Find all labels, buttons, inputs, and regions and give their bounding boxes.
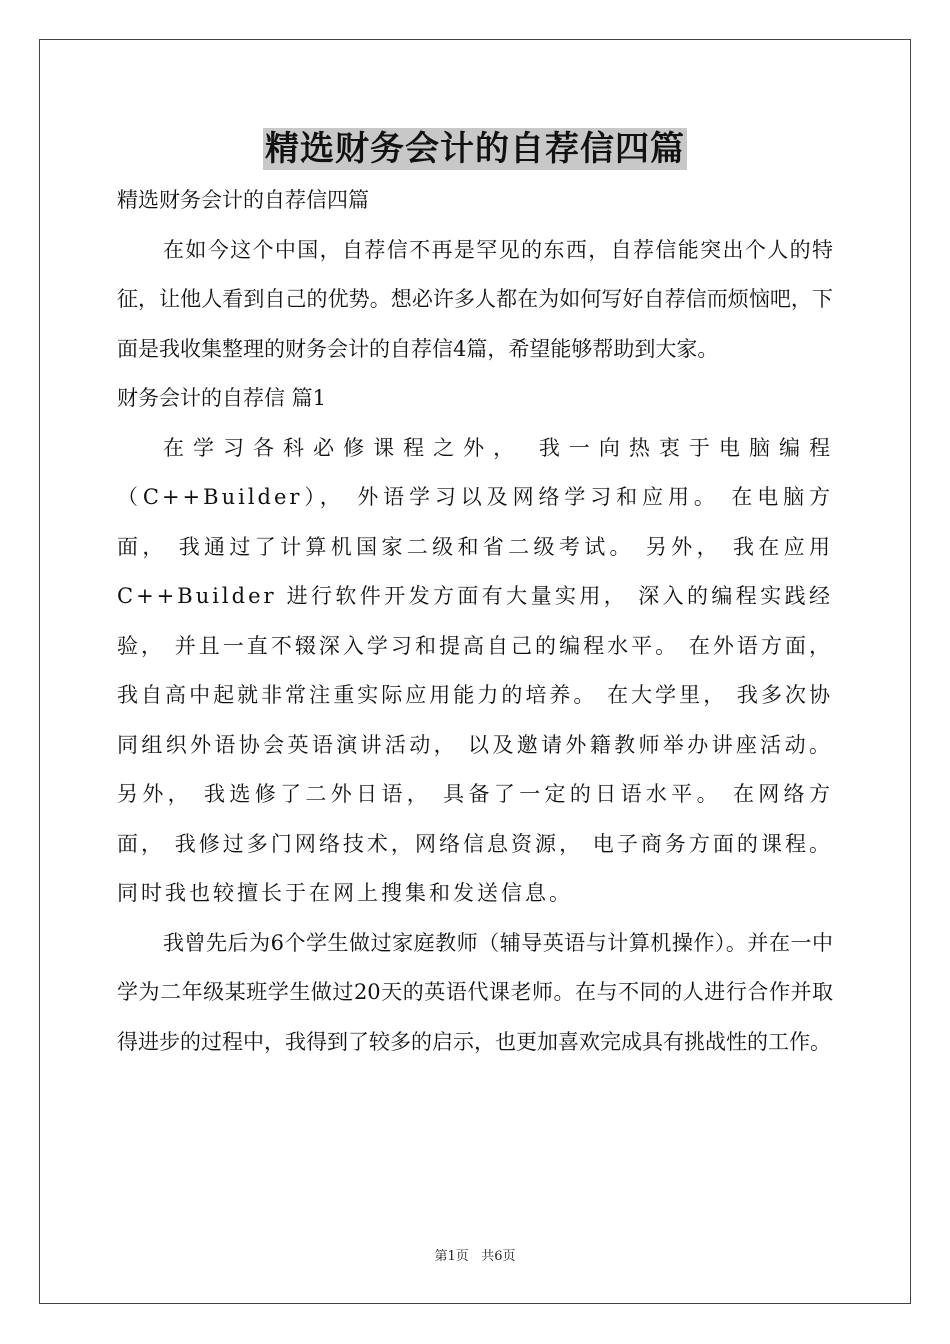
subtitle-line: 精选财务会计的自荐信四篇 <box>117 188 369 212</box>
intro-paragraph: 在如今这个中国，自荐信不再是罕见的东西，自荐信能突出个人的特征，让他人看到自己的优势。想必许多人都在为如何写好自荐信而烦恼吧，下面是我收集整理的财务会计的自荐信4篇，希望能够帮助到大家。 <box>117 237 833 361</box>
body-paragraph-1: 在学习各科必修课程之外， 我一向热衷于电脑编程（C++Builder）， 外语学习以及网络学习和应用。 在电脑方面， 我通过了计算机国家二级和省二级考试。 另外， 我在应用 C++Builder 进行软件开发方面有大量实用， 深入的编程实践经验， 并且一直不辍深入学习和提高自己的编程水平。 在外语方面， 我自高中起就非常注重实际应用能力的培养。 在大学里， 我多次协同组织外语协会英语演讲活动， 以及邀请外籍教师举办讲座活动。 另外， 我选修了二外日语， 具备了一定的日语水平。 在网络方面， 我修过多门网络技术，网络信息资源， 电子商务方面的课程。 同时我也较擅长于在网上搜集和发送信息。 <box>117 435 833 905</box>
document-body <box>117 176 833 1067</box>
body-paragraph-2: 我曾先后为6个学生做过家庭教师（辅导英语与计算机操作）。并在一中学为二年级某班学生做过20天的英语代课老师。在与不同的人进行合作并取得进步的过程中，我得到了较多的启示，也更加喜欢完成具有挑战性的工作。 <box>117 930 833 1054</box>
section-heading: 财务会计的自荐信 篇1 <box>117 386 327 410</box>
title-container <box>0 128 950 170</box>
document-title: 精选财务会计的自荐信四篇 <box>265 129 685 169</box>
page-footer <box>0 1249 950 1265</box>
page-number: 第1页 <box>434 1249 469 1264</box>
page-total: 共6页 <box>481 1249 516 1264</box>
